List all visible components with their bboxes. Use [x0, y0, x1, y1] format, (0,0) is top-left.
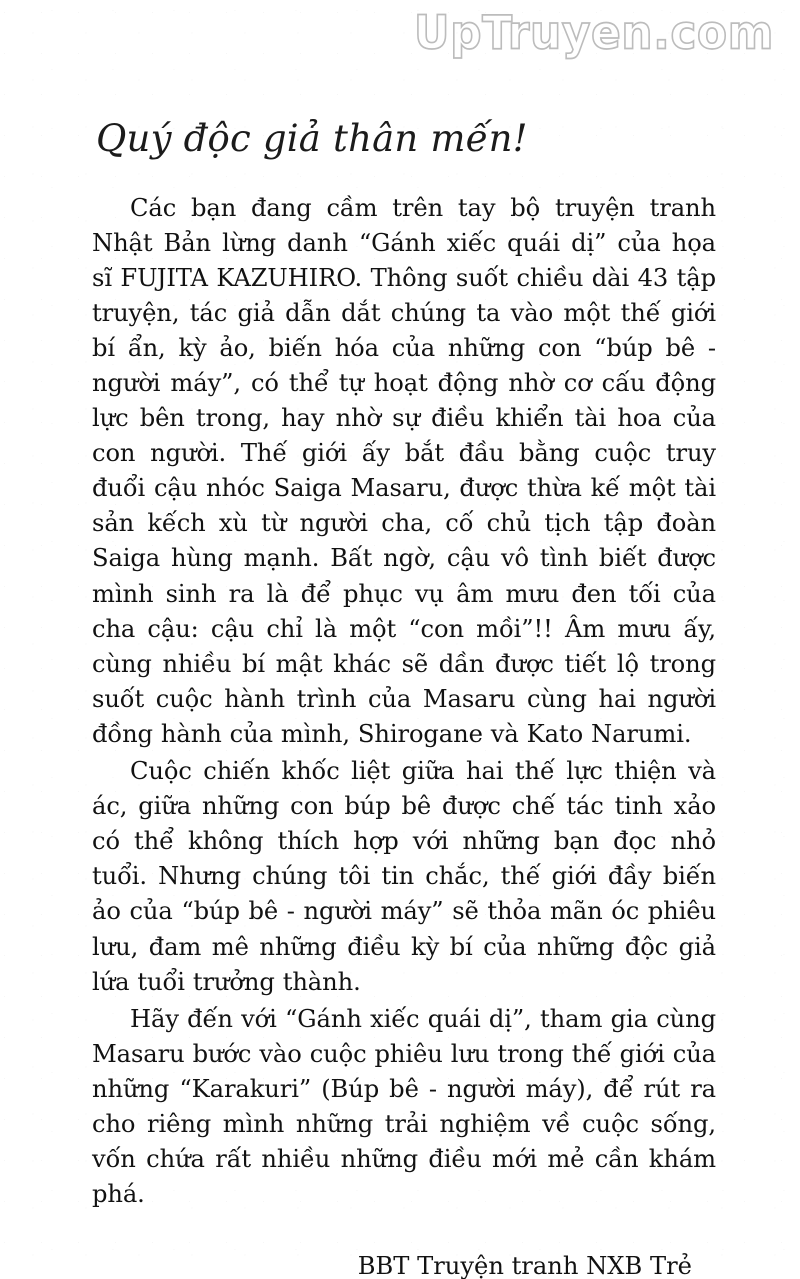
- paragraph-2: Cuộc chiến khốc liệt giữa hai thế lực thiện và ác, giữa những con búp bê được chế tác tinh xảo có thể không thích hợp với những bạn đọc nhỏ tuổi. Nhưng chúng tôi tin chắc, thế giới đầy biến ảo của “búp bê - người máy” sẽ thỏa mãn óc phiêu lưu, đam mê những điều kỳ bí của những độc giả lứa tuổi trưởng thành.: [92, 757, 716, 996]
- page-content: [92, 118, 716, 1279]
- paragraph-3: Hãy đến với “Gánh xiếc quái dị”, tham gia cùng Masaru bước vào cuộc phiêu lưu trong thế giới của những “Karakuri” (Búp bê - người máy), để rút ra cho riêng mình những trải nghiệm về cuộc sống, vốn chứa rất nhiều những điều mới mẻ cần khám phá.: [92, 1004, 716, 1209]
- page-title: Quý độc giả thân mến!: [96, 117, 528, 160]
- signature-line: BBT Truyện tranh NXB Trẻ: [357, 1252, 692, 1279]
- paragraph-1: Các bạn đang cầm trên tay bộ truyện tranh Nhật Bản lừng danh “Gánh xiếc quái dị” của họa sĩ FUJITA KAZUHIRO. Thông suốt chiều dài 43 tập truyện, tác giả dẫn dắt chúng ta vào một thế giới bí ẩn, kỳ ảo, biến hóa của những con “búp bê - người máy”, có thể tự hoạt động nhờ cơ cấu động lực bên trong, hay nhờ sự điều khiển tài hoa của con người. Thế giới ấy bắt đầu bằng cuộc truy đuổi cậu nhóc Saiga Masaru, được thừa kế một tài sản kếch xù từ người cha, cố chủ tịch tập đoàn Saiga hùng mạnh. Bất ngờ, cậu vô tình biết được mình sinh ra là để phục vụ âm mưu đen tối của cha cậu: cậu chỉ là một “con mồi”!! Âm mưu ấy, cùng nhiều bí mật khác sẽ dần được tiết lộ trong suốt cuộc hành trình của Masaru cùng hai người đồng hành của mình, Shirogane và Kato Narumi.: [92, 193, 716, 748]
- uptruyen-watermark: UpTruyen.com: [413, 6, 774, 61]
